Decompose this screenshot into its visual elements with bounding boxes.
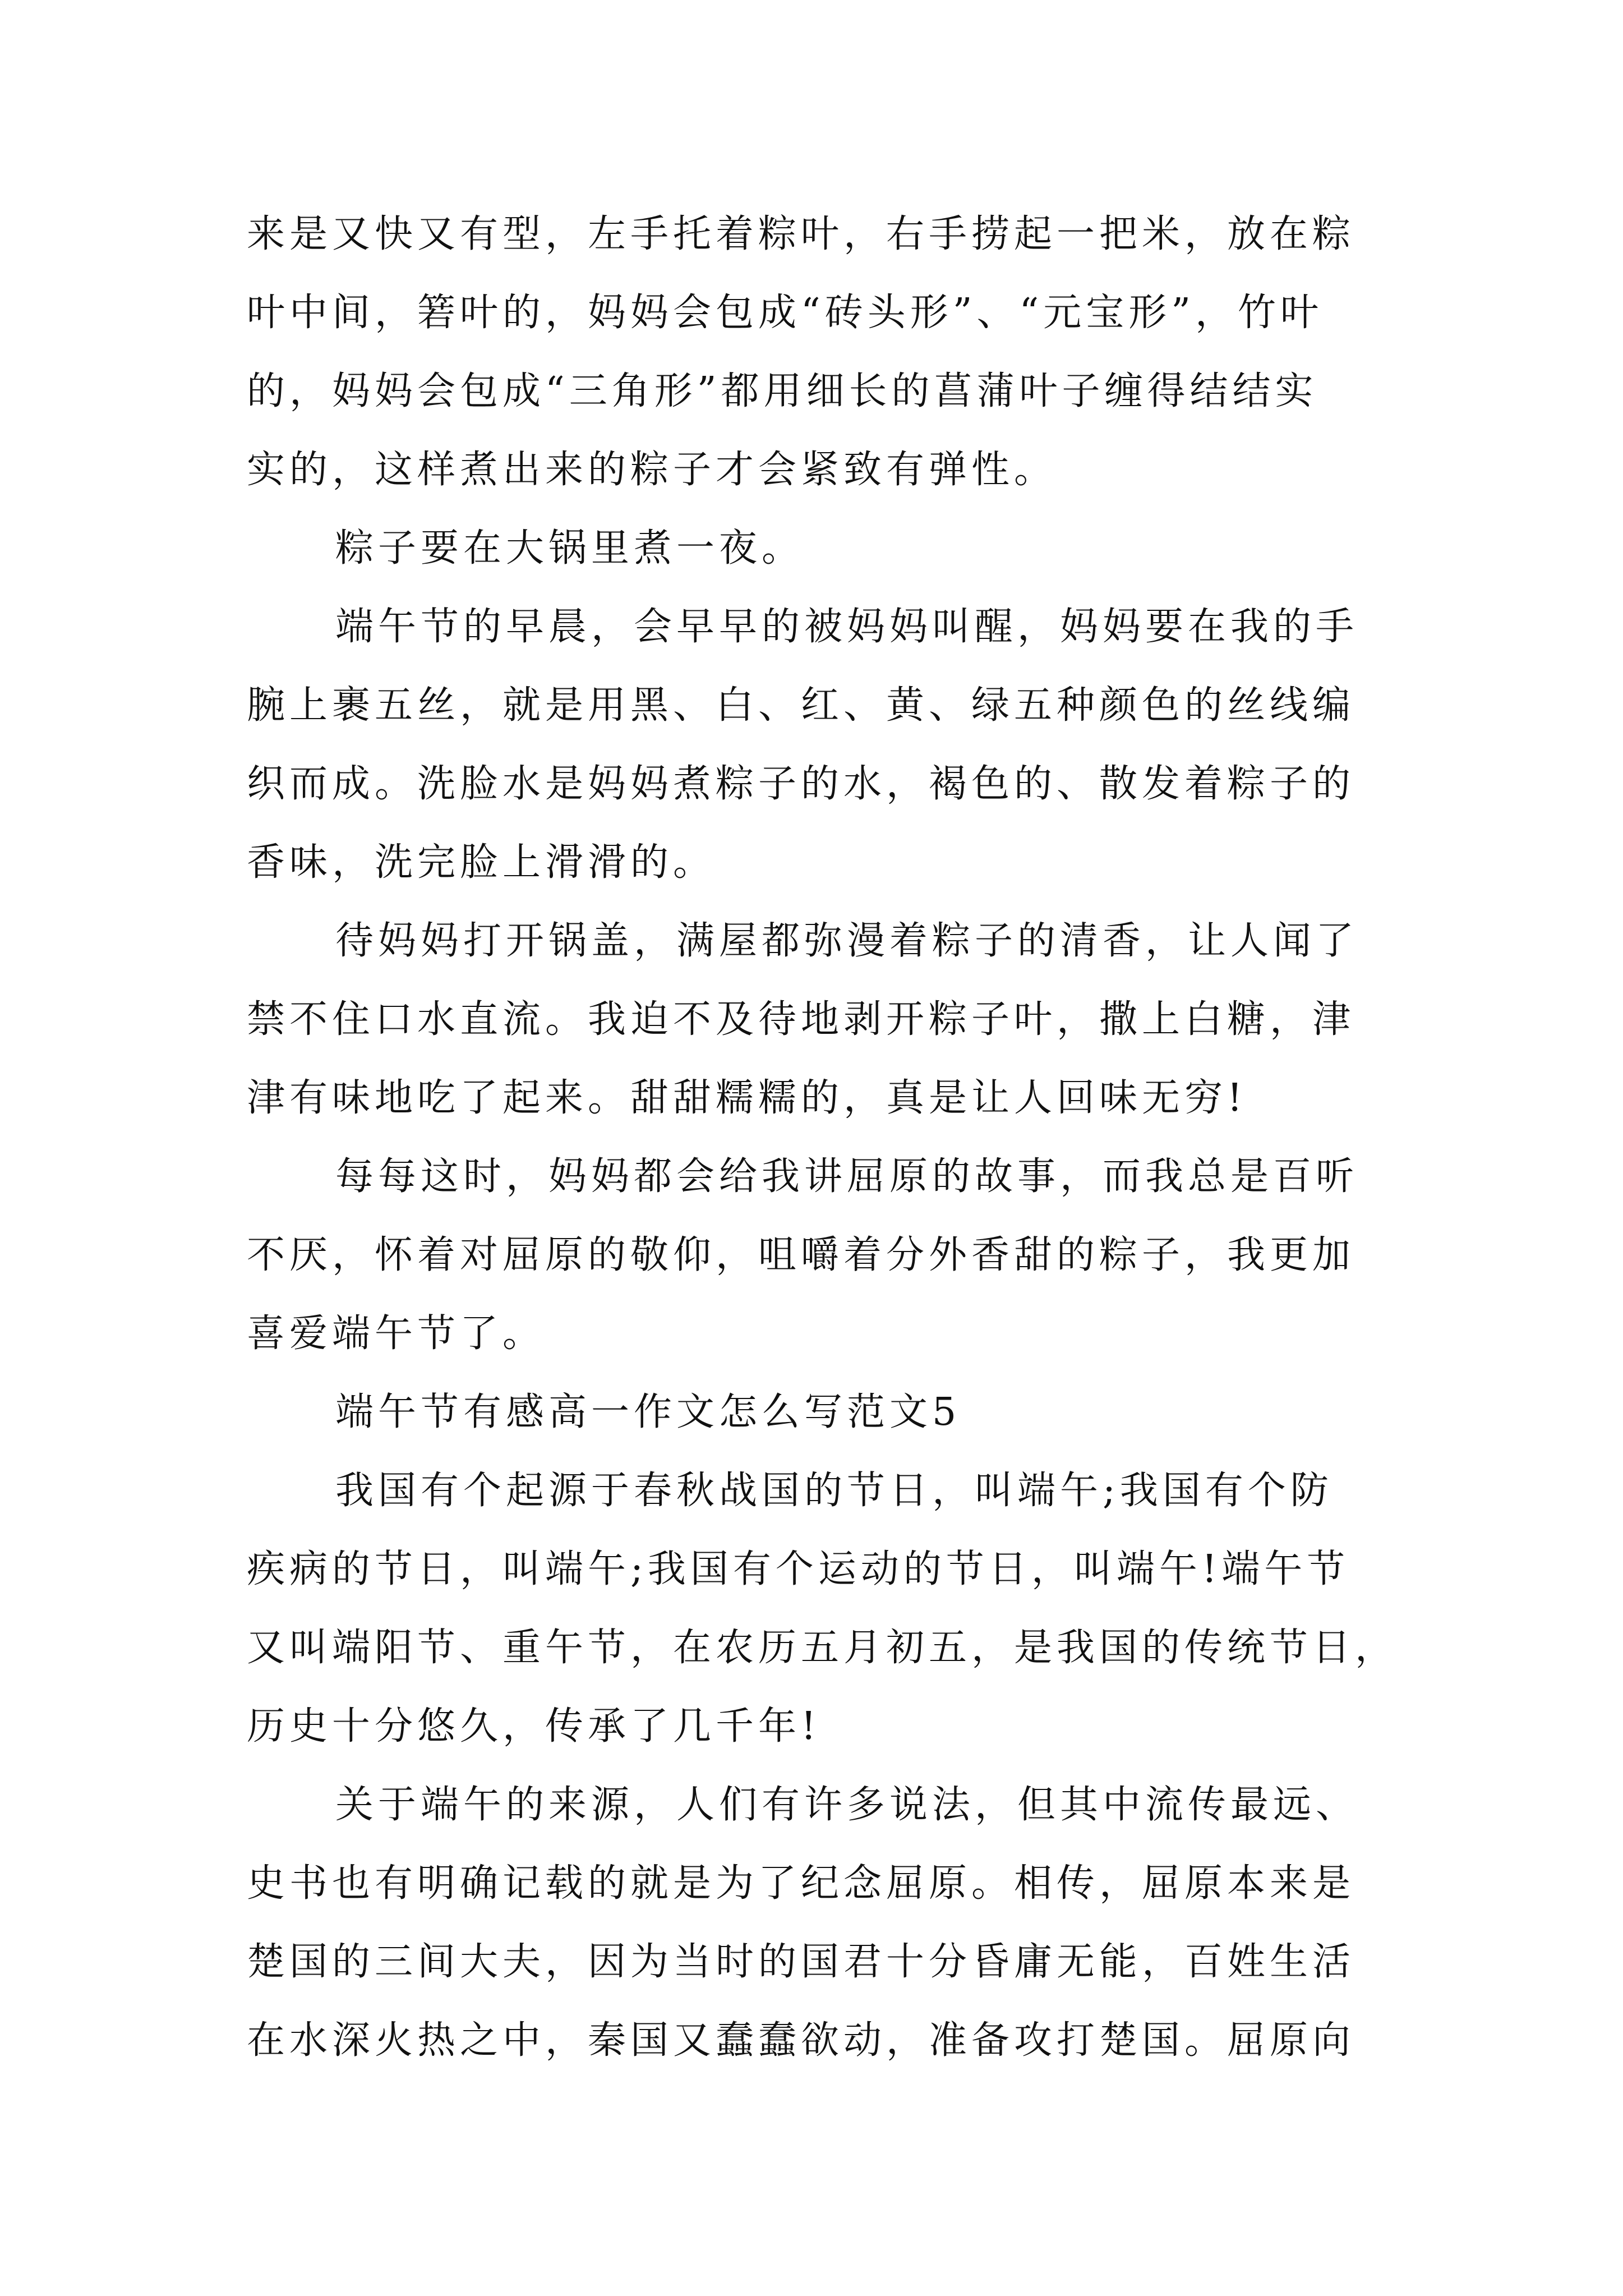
text-line: 楚国的三间大夫，因为当时的国君十分昏庸无能，百姓生活 <box>247 1940 1355 1984</box>
text-line: 喜爱端午节了。 <box>247 1312 546 1356</box>
text-line: 待妈妈打开锅盖，满屋都弥漫着粽子的清香，让人闻了 <box>335 919 1359 963</box>
text-line: 又叫端阳节、重午节，在农历五月初五，是我国的传统节日， <box>247 1626 1398 1670</box>
text-line: 端午节有感高一作文怎么写范文5 <box>335 1390 961 1434</box>
text-line: 史书也有明确记载的就是为了纪念屈原。相传，屈原本来是 <box>247 1861 1355 1906</box>
text-line: 端午节的早晨，会早早的被妈妈叫醒，妈妈要在我的手 <box>335 605 1359 649</box>
text-line: 关于端午的来源，人们有许多说法，但其中流传最远、 <box>335 1783 1359 1827</box>
text-line: 粽子要在大锅里煮一夜。 <box>335 526 805 570</box>
text-line: 香味，洗完脸上滑滑的。 <box>247 840 716 885</box>
text-line: 禁不住口水直流。我迫不及待地剥开粽子叶，撒上白糖，津 <box>247 997 1355 1042</box>
text-line: 不厌，怀着对屈原的敬仰，咀嚼着分外香甜的粽子，我更加 <box>247 1233 1355 1277</box>
text-line: 叶中间，箬叶的，妈妈会包成“砖头形”、“元宝形”，竹叶 <box>247 291 1324 335</box>
text-line: 织而成。洗脸水是妈妈煮粽子的水，褐色的、散发着粽子的 <box>247 762 1355 806</box>
body-text <box>247 195 1398 2080</box>
text-line: 的，妈妈会包成“三角形”都用细长的菖蒲叶子缠得结结实 <box>247 369 1318 413</box>
text-line: 实的，这样煮出来的粽子才会紧致有弹性。 <box>247 448 1057 492</box>
text-line: 在水深火热之中，秦国又蠢蠢欲动，准备攻打楚国。屈原向 <box>247 2018 1355 2063</box>
text-line: 疾病的节日，叫端午;我国有个运动的节日，叫端午!端午节 <box>247 1547 1350 1591</box>
text-line: 每每这时，妈妈都会给我讲屈原的故事，而我总是百听 <box>335 1154 1359 1199</box>
text-line: 津有味地吃了起来。甜甜糯糯的，真是让人回味无穷! <box>247 1076 1247 1120</box>
text-line: 历史十分悠久，传承了几千年! <box>247 1704 821 1749</box>
text-line: 我国有个起源于春秋战国的节日，叫端午;我国有个防 <box>335 1469 1333 1513</box>
text-line: 腕上裹五丝，就是用黑、白、红、黄、绿五种颜色的丝线编 <box>247 683 1355 728</box>
text-line: 来是又快又有型，左手托着粽叶，右手捞起一把米，放在粽 <box>247 212 1355 256</box>
